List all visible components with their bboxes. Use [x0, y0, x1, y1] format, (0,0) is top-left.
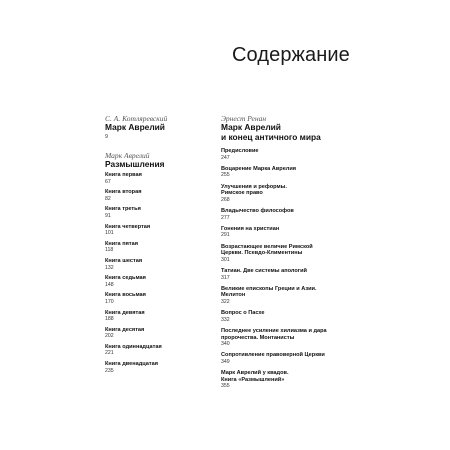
toc-entry-page: 82: [105, 195, 111, 202]
toc-entry[interactable]: [105, 206, 215, 220]
toc-entry[interactable]: [105, 310, 215, 324]
toc-entry[interactable]: [105, 292, 215, 306]
toc-entry-label: Книга одиннадцатая: [105, 343, 162, 350]
toc-entry-label: Последнее усиление хилиазма и дара: [221, 327, 327, 334]
section-title: Марк Аврелий: [221, 122, 281, 132]
toc-entry-label: Книга первая: [105, 172, 142, 178]
toc-entry-page: 255: [221, 172, 230, 179]
toc-entry[interactable]: [221, 244, 351, 264]
toc-entry-label: Книга восьмая: [105, 292, 146, 299]
toc-entry[interactable]: [221, 370, 351, 390]
toc-entry-label-line-2: Мелитон: [221, 292, 246, 299]
toc-entry-page: 67: [105, 178, 111, 185]
toc-entry-page: 317: [221, 274, 230, 281]
toc-entry-label-line-2: пророчества. Монтанисты: [221, 334, 295, 341]
toc-entry-label-line-2: Церкви. Псевдо-Климентины: [221, 250, 303, 257]
toc-entry[interactable]: [221, 184, 351, 204]
toc-entry-label: Вопрос о Пасхе: [221, 310, 265, 317]
toc-entry-label: Книга седьмая: [105, 275, 146, 282]
toc-entry-label: Книга двенадцатая: [105, 361, 159, 368]
toc-entry-label: Книга вторая: [105, 189, 142, 196]
toc-entry-page: 340: [221, 341, 230, 348]
toc-entry-label: Великие епископы Греции и Азии.: [221, 285, 317, 292]
toc-entry-page: 132: [105, 264, 114, 271]
toc-entry[interactable]: [105, 172, 215, 186]
toc-entry-label: Улучшения и реформы.: [221, 183, 287, 190]
section-title: Марк Аврелий: [105, 122, 165, 132]
toc-entry-label: Марк Аврелий у квадов.: [221, 370, 289, 377]
section-author: С. А. Котляревский: [105, 114, 168, 123]
section-title-line-2: и конец античного мира: [221, 131, 321, 142]
section-author: Эрнест Ренан: [221, 114, 267, 123]
toc-entry-page: 235: [105, 367, 114, 374]
toc-entry-label: Книга десятая: [105, 326, 145, 333]
toc-entry-page: 247: [221, 154, 230, 161]
toc-entry[interactable]: [221, 352, 351, 366]
toc-entry[interactable]: [221, 226, 351, 240]
section-page-number: 9: [105, 133, 108, 140]
toc-entry-label: Гонения на христиан: [221, 225, 280, 232]
toc-entry-label: Предисловие: [221, 148, 259, 154]
section-title: Размышления: [105, 158, 165, 169]
toc-entry[interactable]: [221, 148, 351, 162]
toc-entry[interactable]: [221, 166, 351, 180]
toc-entry-label: Воцарение Марка Аврелия: [221, 165, 297, 172]
toc-entry[interactable]: [221, 328, 351, 348]
toc-entry-label: Книга пятая: [105, 240, 138, 247]
toc-entry-label-line-2: Римское право: [221, 190, 263, 197]
toc-entry-page: 202: [105, 333, 114, 340]
toc-entry[interactable]: [221, 286, 351, 306]
toc-entry-label: Книга третья: [105, 206, 141, 213]
toc-entry-label: Книга шестая: [105, 257, 143, 264]
toc-entry[interactable]: [105, 327, 215, 341]
toc-entry-page: 118: [105, 247, 114, 254]
toc-entry-label-line-2: Книга «Размышлений»: [221, 376, 285, 383]
toc-entry-page: 170: [105, 298, 114, 305]
toc-entry-page: 355: [221, 383, 230, 390]
toc-entry-page: 291: [221, 232, 230, 239]
toc-entry-label: Татиан. Две системы апологий: [221, 267, 307, 274]
toc-section-renan: [221, 114, 351, 142]
toc-section-kotlyarevsky: [105, 114, 215, 141]
toc-section-meditations: [105, 151, 215, 375]
toc-entry[interactable]: [221, 310, 351, 324]
toc-entry[interactable]: [105, 241, 215, 255]
toc-entry-page: 91: [105, 212, 111, 219]
toc-entry-page: 322: [221, 298, 230, 305]
toc-entry-page: 268: [221, 196, 230, 203]
toc-entry[interactable]: [105, 344, 215, 358]
toc-entry-page: 148: [105, 281, 114, 288]
toc-entry[interactable]: [105, 224, 215, 238]
toc-entry-label: Книга девятая: [105, 309, 145, 316]
toc-entry-label: Возрастающее величие Римской: [221, 243, 313, 250]
toc-entry-label: Сопротивление правоверной Церкви: [221, 352, 325, 359]
section-author: Марк Аврелий: [105, 150, 150, 160]
left-column: [105, 114, 215, 385]
toc-entry-label: Владычество философов: [221, 207, 294, 214]
toc-entry-label: Книга четвертая: [105, 223, 151, 230]
toc-entry-page: 221: [105, 350, 114, 357]
toc-entry-page: 277: [221, 214, 230, 221]
toc-entry[interactable]: [221, 268, 351, 282]
toc-entry[interactable]: [105, 258, 215, 272]
page-title: Содержание: [232, 44, 350, 66]
toc-entry-page: 332: [221, 316, 230, 323]
toc-entry[interactable]: [105, 189, 215, 203]
toc-entry[interactable]: [105, 275, 215, 289]
toc-entry-page: 101: [105, 230, 114, 237]
toc-entry-page: 301: [221, 256, 230, 263]
toc-entry[interactable]: [105, 361, 215, 375]
toc-entry-page: 188: [105, 316, 114, 323]
right-column: [221, 114, 351, 395]
toc-entry[interactable]: [221, 208, 351, 222]
toc-entry-page: 349: [221, 358, 230, 365]
